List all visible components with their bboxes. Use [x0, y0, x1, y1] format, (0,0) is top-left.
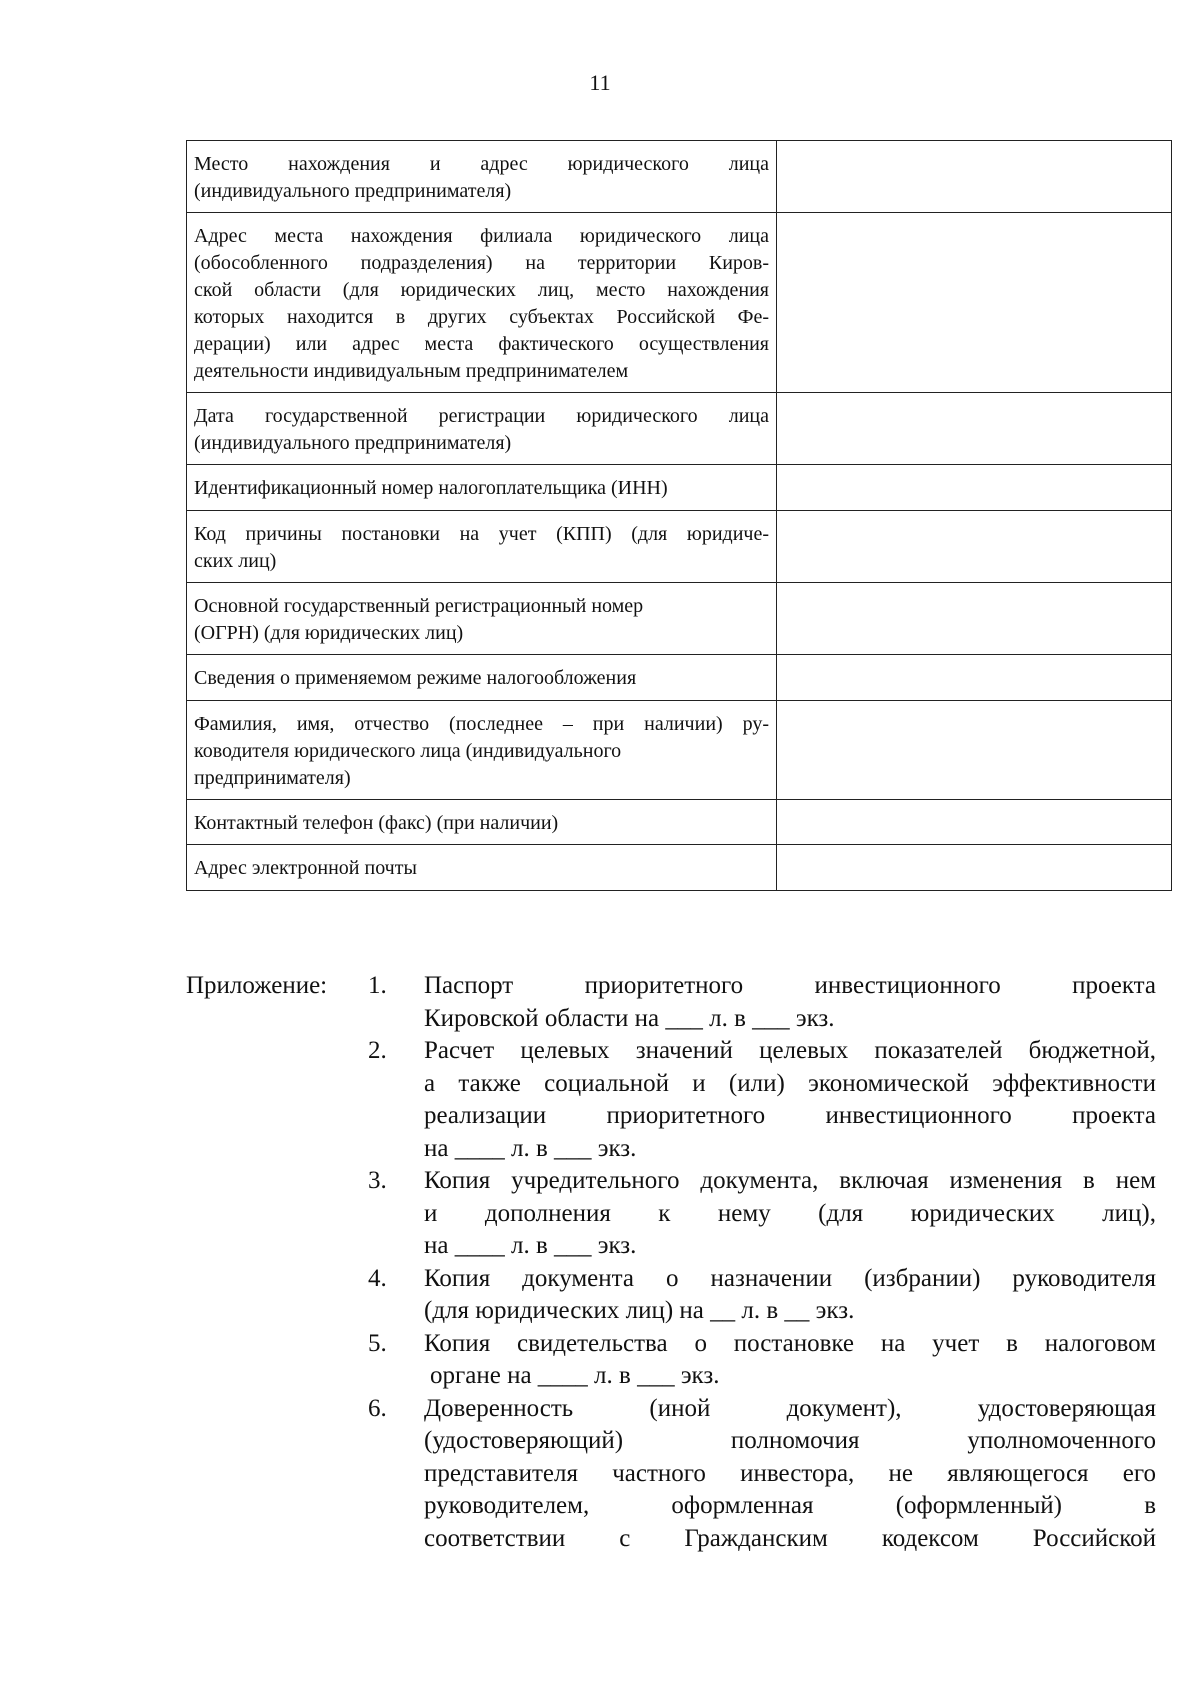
field-label-line: Дата государственной регистрации юридического лица	[194, 405, 769, 427]
field-label-line: ской области (для юридических лиц, место нахождения	[194, 279, 769, 301]
appendix-list	[368, 970, 1156, 1555]
appendix-item-line: Кировской области на ___ л. в ___ экз.	[424, 1004, 835, 1032]
appendix-item-line: а также социальной и (или) экономической эффективности	[424, 1069, 1156, 1097]
appendix-item-line: представителя частного инвестора, не являющегося его	[424, 1459, 1156, 1487]
field-label-line: Основной государственный регистрационный номер	[194, 595, 644, 617]
appendix-item-line: руководителем, оформленная (оформленный) в	[424, 1492, 1156, 1519]
field-label-line: (обособленного подразделения) на территории Киров-	[194, 252, 769, 274]
applicant-info-table	[186, 140, 1172, 891]
field-label-line: ских лиц)	[194, 550, 277, 572]
field-label-line: деятельности индивидуальным предпринимателем	[194, 360, 629, 382]
field-value-cell[interactable]	[777, 583, 1172, 655]
appendix-item-line: реализации приоритетного инвестиционного проекта	[424, 1102, 1156, 1129]
appendix-item	[368, 1393, 1156, 1556]
table-row	[187, 393, 1172, 465]
appendix-item-line: Расчет целевых значений целевых показателей бюджетной,	[424, 1037, 1156, 1064]
appendix-item	[368, 1165, 1156, 1263]
appendix-item-line: Доверенность (иной документ), удостоверяющая	[424, 1394, 1156, 1422]
field-label-line: Сведения о применяемом режиме налогообложения	[194, 667, 637, 689]
appendix-item-line: Копия свидетельства о постановке на учет в налоговом	[424, 1329, 1156, 1357]
appendix-item-number: 4.	[368, 1264, 387, 1292]
appendix-title: Приложение:	[186, 972, 328, 999]
field-label-line: Идентификационный номер налогоплательщика (ИНН)	[194, 477, 668, 499]
field-label-line: (индивидуального предпринимателя)	[194, 432, 512, 454]
field-value-cell[interactable]	[777, 845, 1172, 891]
field-label-line: (ОГРН) (для юридических лиц)	[194, 622, 464, 644]
field-value-cell[interactable]	[777, 393, 1172, 465]
table-row	[187, 845, 1172, 891]
field-label-line: Место нахождения и адрес юридического лица	[194, 153, 769, 175]
field-label-cell	[187, 583, 777, 655]
appendix-item-number: 1.	[368, 972, 387, 999]
field-label-cell	[187, 511, 777, 583]
appendix-item-number: 5.	[368, 1329, 387, 1357]
field-value-cell[interactable]	[777, 465, 1172, 511]
appendix-item-line: Копия учредительного документа, включая изменения в нем	[424, 1167, 1156, 1194]
field-value-cell[interactable]	[777, 213, 1172, 393]
appendix-item-number: 3.	[368, 1167, 387, 1194]
appendix-item-number: 6.	[368, 1394, 387, 1422]
field-label-line: Адрес места нахождения филиала юридического лица	[194, 225, 769, 247]
field-label-cell	[187, 800, 777, 845]
page-number: 11	[589, 70, 611, 95]
field-label-cell	[187, 465, 777, 511]
appendix-item-line: (удостоверяющий) полномочия уполномоченного	[424, 1427, 1156, 1454]
appendix-item-line: на ____ л. в ___ экз.	[424, 1232, 637, 1259]
field-label-line: дерации) или адрес места фактического осуществления	[194, 333, 769, 355]
table-row	[187, 141, 1172, 213]
field-label-line: Контактный телефон (факс) (при наличии)	[194, 812, 559, 834]
field-label-line: Адрес электронной почты	[194, 857, 417, 879]
field-label-cell	[187, 141, 777, 213]
appendix-item-line: (для юридических лиц) на __ л. в __ экз.	[424, 1297, 855, 1324]
field-label-line: Код причины постановки на учет (КПП) (для юридиче-	[194, 523, 769, 545]
field-label-cell	[187, 655, 777, 701]
table-row	[187, 465, 1172, 511]
appendix-item-line: соответствии с Гражданским кодексом Российской	[424, 1524, 1156, 1552]
table-row	[187, 701, 1172, 800]
field-label-cell	[187, 701, 777, 800]
table-row	[187, 655, 1172, 701]
appendix-item	[368, 1328, 1156, 1393]
appendix-item-line: Паспорт приоритетного инвестиционного проекта	[424, 972, 1156, 999]
field-label-line: (индивидуального предпринимателя)	[194, 180, 512, 202]
field-value-cell[interactable]	[777, 141, 1172, 213]
appendix-item-line: на ____ л. в ___ экз.	[424, 1134, 637, 1162]
field-value-cell[interactable]	[777, 701, 1172, 800]
field-label-line: предпринимателя)	[194, 767, 351, 789]
appendix-item	[368, 970, 1156, 1035]
appendix-item	[368, 1035, 1156, 1165]
field-label-cell	[187, 213, 777, 393]
field-label-cell	[187, 393, 777, 465]
field-label-line: которых находится в других субъектах Российской Фе-	[194, 306, 769, 328]
table-row	[187, 511, 1172, 583]
field-label-line: ководителя юридического лица (индивидуального	[194, 740, 622, 762]
field-value-cell[interactable]	[777, 800, 1172, 845]
field-value-cell[interactable]	[777, 511, 1172, 583]
field-value-cell[interactable]	[777, 655, 1172, 701]
appendix-item-line: и дополнения к нему (для юридических лиц),	[424, 1199, 1156, 1227]
table-row	[187, 583, 1172, 655]
field-label-line: Фамилия, имя, отчество (последнее – при наличии) ру-	[194, 713, 769, 735]
table-row	[187, 800, 1172, 845]
appendix-item-line: Копия документа о назначении (избрании) руководителя	[424, 1264, 1156, 1292]
field-label-cell	[187, 845, 777, 891]
appendix-item-line: органе на ____ л. в ___ экз.	[430, 1362, 720, 1389]
table-row	[187, 213, 1172, 393]
appendix-item	[368, 1263, 1156, 1328]
appendix-item-number: 2.	[368, 1037, 387, 1064]
